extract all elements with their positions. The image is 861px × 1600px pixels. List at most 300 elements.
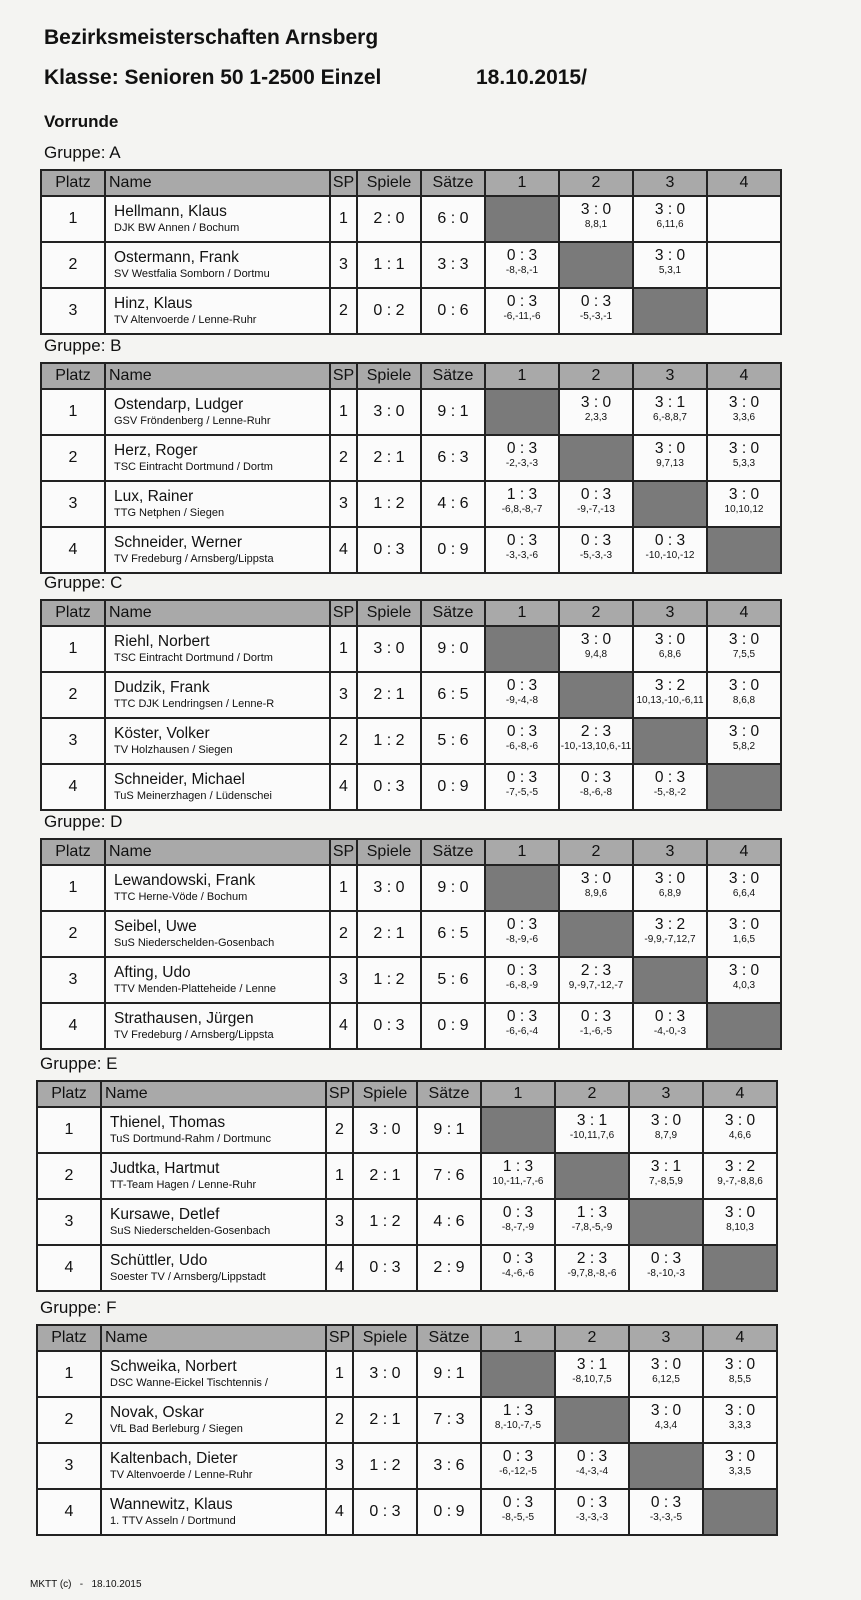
- col-4-header: 4: [703, 1081, 777, 1107]
- result-cell: [707, 242, 781, 288]
- saetze-cell: 0 : 9: [417, 1489, 481, 1535]
- result-cell: [481, 1489, 555, 1535]
- spiele-cell: 3 : 0: [353, 1107, 417, 1153]
- platz-cell: 1: [41, 865, 105, 911]
- group-table: [40, 362, 782, 574]
- col-name-header: Name: [105, 600, 330, 626]
- match-score: 3 : 1: [576, 1356, 608, 1373]
- match-score: 0 : 3: [502, 1448, 534, 1465]
- table-row: [41, 911, 781, 957]
- table-row: [41, 527, 781, 573]
- player-cell: [101, 1397, 326, 1443]
- set-scores: -4,-6,-6: [501, 1268, 535, 1279]
- col-4-header: 4: [707, 363, 781, 389]
- result-cell: [555, 1351, 629, 1397]
- set-scores: -8,-9,-6: [505, 934, 539, 945]
- set-scores: -6,-8,-9: [505, 980, 539, 991]
- sp-cell: 3: [330, 242, 357, 288]
- player-cell: [105, 1003, 330, 1049]
- col-platz-header: Platz: [41, 363, 105, 389]
- player-name: Kaltenbach, Dieter: [110, 1450, 238, 1467]
- player-cell: [101, 1107, 326, 1153]
- col-2-header: 2: [559, 363, 633, 389]
- table-row: [41, 1003, 781, 1049]
- player-club: TV Holzhausen / Siegen: [114, 744, 233, 756]
- col-4-header: 4: [707, 600, 781, 626]
- match-score: 0 : 3: [502, 1204, 534, 1221]
- set-scores: 6,12,5: [652, 1374, 680, 1385]
- set-scores: -7,8,-5,-9: [571, 1222, 613, 1233]
- match-score: 3 : 2: [654, 916, 686, 933]
- document-title: Bezirksmeisterschaften Arnsberg: [44, 26, 379, 49]
- player-cell: [105, 435, 330, 481]
- platz-cell: 3: [41, 718, 105, 764]
- set-scores: 8,8,1: [584, 219, 608, 230]
- col-saetze-header: Sätze: [421, 170, 485, 196]
- platz-cell: 4: [41, 527, 105, 573]
- platz-cell: 4: [37, 1489, 101, 1535]
- sp-cell: 2: [330, 435, 357, 481]
- result-cell: [633, 1003, 707, 1049]
- col-spiele-header: Spiele: [353, 1325, 417, 1351]
- platz-cell: 4: [41, 764, 105, 810]
- player-club: SV Westfalia Somborn / Dortmu: [114, 268, 270, 280]
- spiele-cell: 3 : 0: [357, 626, 421, 672]
- result-cell: [633, 242, 707, 288]
- set-scores: -6,-12,-5: [499, 1466, 537, 1477]
- sp-cell: 2: [330, 718, 357, 764]
- spiele-cell: 2 : 0: [357, 196, 421, 242]
- col-name-header: Name: [101, 1325, 326, 1351]
- player-club: Soester TV / Arnsberg/Lippstadt: [110, 1271, 266, 1283]
- player-cell: [105, 481, 330, 527]
- set-scores: 2,3,3: [584, 412, 608, 423]
- match-score: 3 : 0: [728, 486, 760, 503]
- player-cell: [101, 1489, 326, 1535]
- col-4-header: 4: [707, 170, 781, 196]
- spiele-cell: 1 : 2: [353, 1199, 417, 1245]
- set-scores: 6,6,4: [732, 888, 756, 899]
- col-platz-header: Platz: [37, 1325, 101, 1351]
- set-scores: -10,-10,-12: [645, 550, 695, 561]
- match-score: 0 : 3: [506, 440, 538, 457]
- result-cell: [485, 957, 559, 1003]
- result-cell: [707, 389, 781, 435]
- event-date: 18.10.2015/: [476, 66, 587, 89]
- match-score: 3 : 0: [728, 394, 760, 411]
- spiele-cell: 3 : 0: [357, 389, 421, 435]
- set-scores: 9,4,8: [584, 649, 608, 660]
- set-scores: -5,-3,-3: [579, 550, 613, 561]
- table-header-row: [41, 170, 781, 196]
- set-scores: 3,3,3: [728, 1420, 752, 1431]
- match-score: 0 : 3: [580, 293, 612, 310]
- col-2-header: 2: [559, 170, 633, 196]
- result-cell: [485, 718, 559, 764]
- result-cell: [485, 764, 559, 810]
- player-club: DSC Wanne-Eickel Tischtennis /: [110, 1377, 268, 1389]
- table-row: [37, 1245, 777, 1291]
- self-match-cell: [703, 1245, 777, 1291]
- saetze-cell: 6 : 0: [421, 196, 485, 242]
- player-cell: [105, 764, 330, 810]
- player-cell: [105, 672, 330, 718]
- sp-cell: 4: [330, 527, 357, 573]
- saetze-cell: 0 : 9: [421, 527, 485, 573]
- match-score: 0 : 3: [576, 1448, 608, 1465]
- group-table: [40, 838, 782, 1050]
- spiele-cell: 1 : 2: [357, 481, 421, 527]
- result-cell: [559, 527, 633, 573]
- platz-cell: 3: [37, 1443, 101, 1489]
- self-match-cell: [703, 1489, 777, 1535]
- col-platz-header: Platz: [41, 600, 105, 626]
- sp-cell: 2: [326, 1397, 353, 1443]
- result-cell: [559, 389, 633, 435]
- player-club: TV Altenvoerde / Lenne-Ruhr: [114, 314, 257, 326]
- match-score: 0 : 3: [650, 1494, 682, 1511]
- platz-cell: 2: [37, 1397, 101, 1443]
- match-score: 0 : 3: [654, 532, 686, 549]
- player-club: TuS Meinerzhagen / Lüdenschei: [114, 790, 272, 802]
- player-name: Schweika, Norbert: [110, 1358, 237, 1375]
- set-scores: 9,-9,7,-12,-7: [568, 980, 624, 991]
- player-club: 1. TTV Asseln / Dortmund: [110, 1515, 236, 1527]
- self-match-cell: [707, 764, 781, 810]
- player-name: Schüttler, Udo: [110, 1252, 208, 1269]
- table-row: [41, 481, 781, 527]
- col-1-header: 1: [481, 1325, 555, 1351]
- col-1-header: 1: [481, 1081, 555, 1107]
- player-name: Afting, Udo: [114, 964, 191, 981]
- saetze-cell: 0 : 9: [421, 764, 485, 810]
- spiele-cell: 0 : 3: [357, 1003, 421, 1049]
- player-club: TTG Netphen / Siegen: [114, 507, 225, 519]
- sp-cell: 1: [330, 626, 357, 672]
- set-scores: -3,-3,-6: [505, 550, 539, 561]
- set-scores: 9,7,13: [656, 458, 684, 469]
- platz-cell: 1: [37, 1107, 101, 1153]
- col-2-header: 2: [555, 1081, 629, 1107]
- set-scores: 3,3,5: [728, 1466, 752, 1477]
- spiele-cell: 2 : 1: [357, 435, 421, 481]
- table-header-row: [37, 1325, 777, 1351]
- sp-cell: 4: [330, 1003, 357, 1049]
- match-score: 0 : 3: [506, 723, 538, 740]
- table-row: [37, 1153, 777, 1199]
- player-club: TT-Team Hagen / Lenne-Ruhr: [110, 1179, 257, 1191]
- set-scores: 5,3,3: [732, 458, 756, 469]
- sp-cell: 1: [326, 1351, 353, 1397]
- saetze-cell: 0 : 9: [421, 1003, 485, 1049]
- col-4-header: 4: [703, 1325, 777, 1351]
- sp-cell: 3: [330, 957, 357, 1003]
- result-cell: [485, 242, 559, 288]
- player-name: Schneider, Werner: [114, 534, 243, 551]
- player-cell: [105, 911, 330, 957]
- match-score: 3 : 0: [728, 916, 760, 933]
- match-score: 0 : 3: [654, 1008, 686, 1025]
- set-scores: 10,13,-10,-6,11: [636, 695, 704, 706]
- match-score: 3 : 0: [654, 201, 686, 218]
- col-1-header: 1: [485, 363, 559, 389]
- self-match-cell: [559, 435, 633, 481]
- result-cell: [629, 1153, 703, 1199]
- set-scores: 6,11,6: [656, 219, 684, 230]
- result-cell: [481, 1443, 555, 1489]
- player-name: Novak, Oskar: [110, 1404, 204, 1421]
- table-row: [41, 865, 781, 911]
- col-spiele-header: Spiele: [353, 1081, 417, 1107]
- result-cell: [555, 1443, 629, 1489]
- sp-cell: 3: [326, 1443, 353, 1489]
- match-score: 0 : 3: [506, 247, 538, 264]
- col-2-header: 2: [559, 839, 633, 865]
- result-cell: [559, 626, 633, 672]
- col-sp-header: SP: [330, 363, 357, 389]
- match-score: 0 : 3: [506, 962, 538, 979]
- col-spiele-header: Spiele: [357, 839, 421, 865]
- set-scores: 8,-10,-7,-5: [494, 1420, 542, 1431]
- set-scores: -9,7,8,-8,-6: [567, 1268, 617, 1279]
- result-cell: [703, 1107, 777, 1153]
- match-score: 0 : 3: [506, 532, 538, 549]
- spiele-cell: 0 : 3: [353, 1489, 417, 1535]
- player-name: Riehl, Norbert: [114, 633, 210, 650]
- player-club: TV Fredeburg / Arnsberg/Lippsta: [114, 553, 274, 565]
- saetze-cell: 2 : 9: [417, 1245, 481, 1291]
- group-table: [40, 599, 782, 811]
- result-cell: [707, 288, 781, 334]
- set-scores: -5,-8,-2: [653, 787, 687, 798]
- result-cell: [485, 435, 559, 481]
- sp-cell: 3: [330, 672, 357, 718]
- spiele-cell: 2 : 1: [353, 1397, 417, 1443]
- table-row: [41, 389, 781, 435]
- saetze-cell: 7 : 6: [417, 1153, 481, 1199]
- col-saetze-header: Sätze: [421, 600, 485, 626]
- spiele-cell: 3 : 0: [353, 1351, 417, 1397]
- platz-cell: 3: [41, 288, 105, 334]
- player-club: TTC Herne-Vöde / Bochum: [114, 891, 248, 903]
- match-score: 3 : 0: [728, 723, 760, 740]
- saetze-cell: 3 : 6: [417, 1443, 481, 1489]
- set-scores: -6,-11,-6: [503, 311, 541, 322]
- result-cell: [559, 718, 633, 764]
- col-3-header: 3: [633, 839, 707, 865]
- result-cell: [485, 288, 559, 334]
- player-club: SuS Niederschelden-Gosenbach: [110, 1225, 271, 1237]
- col-name-header: Name: [101, 1081, 326, 1107]
- platz-cell: 2: [41, 911, 105, 957]
- result-cell: [559, 196, 633, 242]
- col-3-header: 3: [633, 170, 707, 196]
- result-cell: [485, 481, 559, 527]
- set-scores: 7,-8,5,9: [649, 1176, 683, 1187]
- result-cell: [633, 389, 707, 435]
- col-1-header: 1: [485, 600, 559, 626]
- set-scores: -9,-7,-13: [577, 504, 615, 515]
- match-score: 3 : 1: [650, 1158, 682, 1175]
- match-score: 0 : 3: [580, 1008, 612, 1025]
- spiele-cell: 1 : 2: [353, 1443, 417, 1489]
- spiele-cell: 0 : 2: [357, 288, 421, 334]
- set-scores: 8,7,9: [654, 1130, 678, 1141]
- col-3-header: 3: [633, 600, 707, 626]
- sp-cell: 2: [330, 911, 357, 957]
- table-row: [41, 242, 781, 288]
- match-score: 0 : 3: [580, 486, 612, 503]
- result-cell: [703, 1397, 777, 1443]
- self-match-cell: [485, 389, 559, 435]
- player-cell: [105, 957, 330, 1003]
- set-scores: -9,-4,-8: [505, 695, 539, 706]
- table-row: [41, 672, 781, 718]
- self-match-cell: [633, 481, 707, 527]
- set-scores: -6,8,-8,-7: [501, 504, 543, 515]
- col-saetze-header: Sätze: [417, 1081, 481, 1107]
- saetze-cell: 9 : 1: [417, 1351, 481, 1397]
- set-scores: -2,-3,-3: [505, 458, 539, 469]
- set-scores: 8,9,6: [584, 888, 608, 899]
- match-score: 0 : 3: [502, 1494, 534, 1511]
- result-cell: [707, 911, 781, 957]
- platz-cell: 2: [41, 672, 105, 718]
- platz-cell: 4: [37, 1245, 101, 1291]
- result-cell: [707, 435, 781, 481]
- player-club: TTC DJK Lendringsen / Lenne-R: [114, 698, 275, 710]
- result-cell: [555, 1245, 629, 1291]
- self-match-cell: [633, 718, 707, 764]
- col-2-header: 2: [559, 600, 633, 626]
- match-score: 3 : 0: [580, 394, 612, 411]
- col-sp-header: SP: [330, 170, 357, 196]
- match-score: 3 : 0: [724, 1448, 756, 1465]
- table-row: [41, 196, 781, 242]
- match-score: 0 : 3: [502, 1250, 534, 1267]
- table-row: [41, 626, 781, 672]
- match-score: 0 : 3: [654, 769, 686, 786]
- match-score: 0 : 3: [506, 916, 538, 933]
- platz-cell: 1: [37, 1351, 101, 1397]
- set-scores: 10,10,12: [724, 504, 764, 515]
- spiele-cell: 1 : 2: [357, 718, 421, 764]
- platz-cell: 4: [41, 1003, 105, 1049]
- result-cell: [559, 764, 633, 810]
- set-scores: 3,3,6: [732, 412, 756, 423]
- result-cell: [707, 672, 781, 718]
- self-match-cell: [485, 626, 559, 672]
- platz-cell: 1: [41, 626, 105, 672]
- player-name: Lux, Rainer: [114, 488, 194, 505]
- result-cell: [703, 1153, 777, 1199]
- col-name-header: Name: [105, 839, 330, 865]
- player-name: Hellmann, Klaus: [114, 203, 227, 220]
- col-1-header: 1: [485, 170, 559, 196]
- saetze-cell: 5 : 6: [421, 957, 485, 1003]
- spiele-cell: 0 : 3: [353, 1245, 417, 1291]
- set-scores: -6,-8,-6: [505, 741, 539, 752]
- result-cell: [629, 1489, 703, 1535]
- player-name: Dudzik, Frank: [114, 679, 210, 696]
- player-name: Judtka, Hartmut: [110, 1160, 220, 1177]
- match-score: 0 : 3: [580, 769, 612, 786]
- match-score: 3 : 0: [728, 962, 760, 979]
- player-name: Seibel, Uwe: [114, 918, 197, 935]
- result-cell: [555, 1199, 629, 1245]
- table-row: [37, 1351, 777, 1397]
- group-table: [40, 169, 782, 335]
- set-scores: -9,9,-7,12,7: [644, 934, 696, 945]
- spiele-cell: 1 : 2: [357, 957, 421, 1003]
- result-cell: [629, 1107, 703, 1153]
- spiele-cell: 2 : 1: [357, 672, 421, 718]
- match-score: 1 : 3: [506, 486, 538, 503]
- col-sp-header: SP: [330, 600, 357, 626]
- player-name: Ostermann, Frank: [114, 249, 239, 266]
- set-scores: 6,-8,8,7: [653, 412, 687, 423]
- group-label: Gruppe: F: [40, 1298, 117, 1317]
- col-saetze-header: Sätze: [417, 1325, 481, 1351]
- saetze-cell: 6 : 5: [421, 911, 485, 957]
- set-scores: -8,10,7,5: [572, 1374, 612, 1385]
- set-scores: -6,-6,-4: [505, 1026, 539, 1037]
- sp-cell: 1: [330, 389, 357, 435]
- match-score: 3 : 0: [654, 247, 686, 264]
- match-score: 3 : 0: [728, 631, 760, 648]
- platz-cell: 2: [41, 242, 105, 288]
- player-name: Herz, Roger: [114, 442, 198, 459]
- self-match-cell: [629, 1199, 703, 1245]
- result-cell: [703, 1443, 777, 1489]
- match-score: 3 : 0: [650, 1112, 682, 1129]
- col-spiele-header: Spiele: [357, 600, 421, 626]
- set-scores: 8,10,3: [726, 1222, 754, 1233]
- col-name-header: Name: [105, 363, 330, 389]
- spiele-cell: 2 : 1: [353, 1153, 417, 1199]
- result-cell: [629, 1351, 703, 1397]
- player-name: Hinz, Klaus: [114, 295, 193, 312]
- group-table: [36, 1080, 778, 1292]
- match-score: 2 : 3: [580, 962, 612, 979]
- self-match-cell: [555, 1153, 629, 1199]
- result-cell: [633, 527, 707, 573]
- player-name: Wannewitz, Klaus: [110, 1496, 233, 1513]
- result-cell: [629, 1397, 703, 1443]
- match-score: 0 : 3: [506, 769, 538, 786]
- platz-cell: 2: [37, 1153, 101, 1199]
- set-scores: -8,-6,-8: [579, 787, 613, 798]
- set-scores: -10,-13,10,6,-11: [560, 741, 632, 752]
- player-cell: [101, 1351, 326, 1397]
- sp-cell: 1: [330, 196, 357, 242]
- match-score: 3 : 0: [724, 1204, 756, 1221]
- group-label: Gruppe: C: [44, 573, 123, 592]
- footer-note: MKTT (c) - 18.10.2015: [30, 1579, 142, 1590]
- class-line: [44, 66, 587, 90]
- saetze-cell: 5 : 6: [421, 718, 485, 764]
- result-cell: [485, 527, 559, 573]
- group-table: [36, 1324, 778, 1536]
- result-cell: [481, 1199, 555, 1245]
- set-scores: -1,-6,-5: [579, 1026, 613, 1037]
- table-row: [41, 435, 781, 481]
- col-3-header: 3: [633, 363, 707, 389]
- set-scores: 1,6,5: [732, 934, 756, 945]
- col-4-header: 4: [707, 839, 781, 865]
- player-name: Schneider, Michael: [114, 771, 245, 788]
- saetze-cell: 0 : 6: [421, 288, 485, 334]
